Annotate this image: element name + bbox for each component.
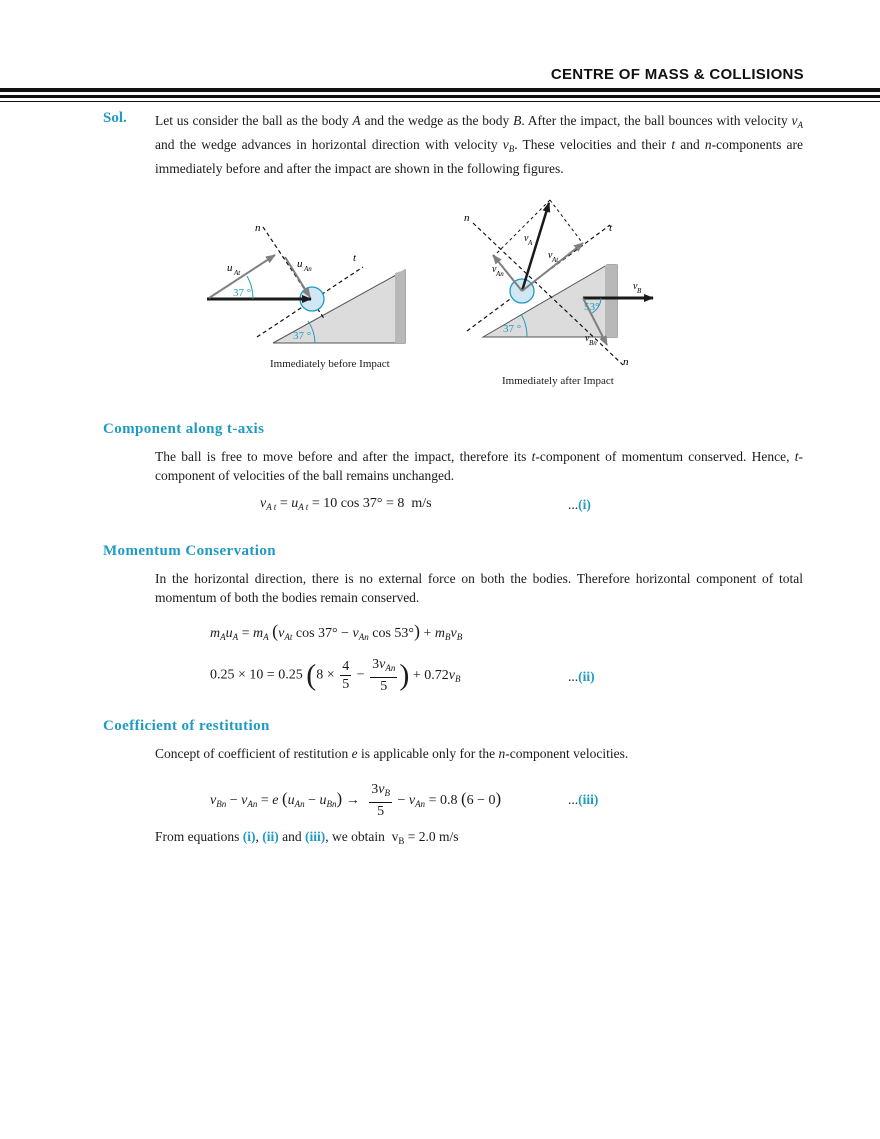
svg-text:37 °: 37 ° bbox=[233, 287, 252, 299]
header-rule-thick bbox=[0, 88, 880, 92]
svg-text:An: An bbox=[496, 270, 504, 278]
heading-momentum: Momentum Conservation bbox=[103, 543, 276, 559]
header-rule-thin bbox=[0, 101, 880, 102]
chapter-title: CENTRE OF MASS & COLLISIONS bbox=[550, 66, 804, 83]
equation-ref-i: ...(i) bbox=[568, 497, 591, 512]
equation-i: $v_{A t} = u_{A t} = 10$ cos 37° = 8 m/s bbox=[260, 496, 432, 512]
svg-text:t: t bbox=[609, 222, 613, 234]
svg-text:53°: 53° bbox=[584, 301, 600, 313]
t-axis-text: The ball is free to move before and after the impact, therefore its t-component of momentum conserved. Hence, t-component of velocities of the ball remains unchanged. bbox=[155, 449, 803, 483]
momentum-text: In the horizontal direction, there is no external force on both the bodies. Therefore horizontal component of total momentum of both the bodies remain conserved. bbox=[155, 571, 803, 605]
equation-ref-ii: ...(ii) bbox=[568, 669, 595, 684]
svg-text:B: B bbox=[637, 287, 642, 295]
svg-text:n: n bbox=[623, 356, 629, 368]
svg-text:v: v bbox=[633, 281, 638, 292]
svg-text:At: At bbox=[552, 256, 559, 264]
equation-iii: $v_{Bn} - v_{An} = e$ $(u_{An} - u_{Bn})$ → $\frac{3v_B}{5}$ − $v_{An} = 0.8$ (6 − 0) bbox=[210, 782, 502, 819]
svg-text:Bn: Bn bbox=[589, 339, 597, 347]
figure-before-impact bbox=[195, 215, 420, 360]
svg-text:u: u bbox=[297, 258, 303, 270]
svg-text:v: v bbox=[548, 250, 553, 261]
svg-text:37 °: 37 ° bbox=[503, 323, 522, 335]
svg-text:A: A bbox=[528, 239, 533, 247]
header-rule-mid bbox=[0, 95, 880, 98]
label-n: n bbox=[255, 222, 261, 234]
caption-after-impact: Immediately after Impact bbox=[502, 375, 614, 387]
restitution-text: Concept of coefficient of restitution e is applicable only for the n-component velocities. bbox=[155, 746, 629, 761]
svg-text:At: At bbox=[234, 269, 241, 277]
svg-text:u: u bbox=[227, 262, 233, 274]
svg-text:v: v bbox=[492, 264, 497, 275]
equation-ref-iii: ...(iii) bbox=[568, 792, 599, 807]
svg-text:37 °: 37 ° bbox=[293, 330, 312, 342]
caption-before-impact: Immediately before Impact bbox=[270, 358, 390, 370]
svg-text:n: n bbox=[464, 212, 470, 224]
svg-text:An: An bbox=[304, 265, 312, 273]
figure-after-impact bbox=[455, 195, 670, 370]
solution-label: Sol. bbox=[103, 110, 127, 126]
heading-t-axis: Component along t-axis bbox=[103, 421, 265, 437]
heading-restitution: Coefficient of restitution bbox=[103, 718, 270, 734]
label-t: t bbox=[353, 252, 357, 264]
solution-intro: Let us consider the ball as the body A and the wedge as the body B. After the impact, the ball bounces with velocity $v_A$ and the wedge advances in horizontal direction with velocity $v_B$. These velocities and their t and n-components are immediately before and after the impact are shown in the following figures. bbox=[155, 113, 803, 176]
svg-text:v: v bbox=[524, 233, 529, 244]
equation-ii: 0.25 × 10 = 0.25 (8 × $\frac{4}{5}$ − $\frac{3v_{An}}{5}$ ) + $0.72v_B$ bbox=[210, 657, 461, 694]
equation-momentum-general: $m_Au_A = m_A$ ($v_{At}$ $\cos 37^\circ - v_{An}$ $\cos 53^\circ) + m_Bv_B$ bbox=[210, 621, 463, 642]
svg-text:v: v bbox=[585, 333, 590, 344]
conclusion: From equations (i), (ii) and (iii), we obtain $v_B = 2.0$ m/s bbox=[155, 829, 459, 846]
